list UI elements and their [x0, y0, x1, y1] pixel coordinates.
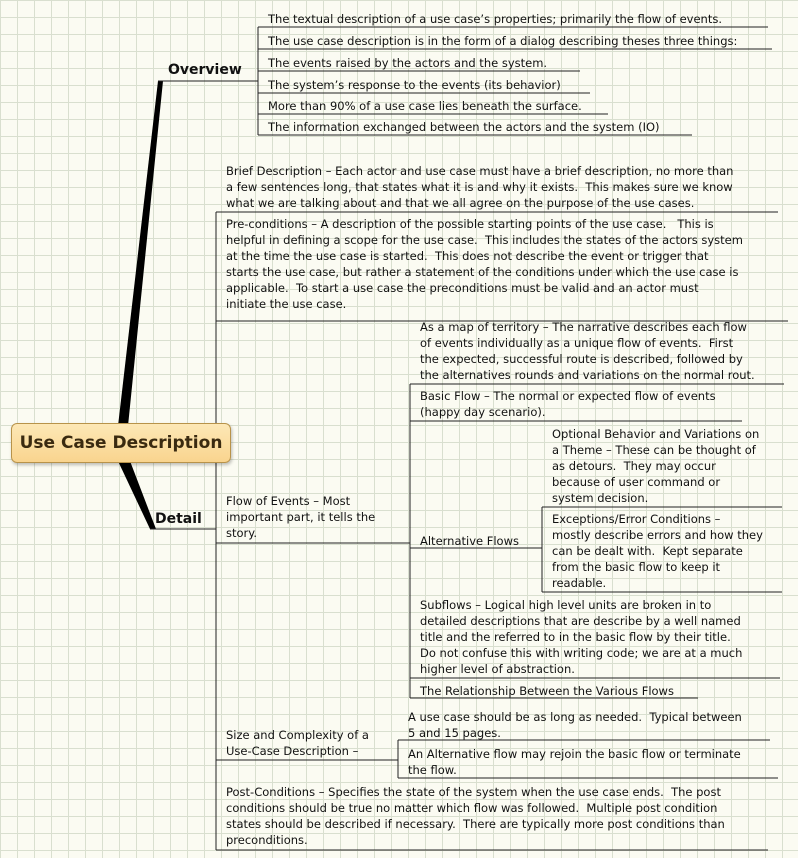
overview-item[interactable]: The use case description is in the form of a dialog describing theses three things: [268, 34, 738, 48]
size-item-rejoin[interactable] [408, 746, 741, 778]
flow-label-line: important part, it tells the [226, 510, 376, 524]
overview-item[interactable]: The system’s response to the events (its behavior) [268, 78, 561, 92]
postcondition-line: states should be described if necessary. There are typically more post conditions than [226, 817, 725, 831]
optional-line: a Theme – These can be thought of [552, 443, 756, 457]
branch-overview-connector [118, 81, 163, 426]
preconditions-node[interactable] [226, 216, 743, 312]
exception-line: mostly describe errors and how they [552, 528, 763, 542]
overview-item[interactable]: The textual description of a use case’s properties; primarily the flow of events. [268, 12, 722, 26]
basic-flow-line: Basic Flow – The normal or expected flow of events [420, 389, 716, 403]
size-label-line: Use-Case Description – [226, 744, 359, 758]
postcondition-line: conditions should be true no matter which flow was followed. Multiple post condition [226, 801, 718, 815]
postcondition-line: Post-Conditions – Specifies the state of the system when the use case ends. The post [226, 785, 721, 799]
size-label-line: Size and Complexity of a [226, 728, 369, 742]
flow-label-line: Flow of Events – Most [226, 494, 351, 508]
overview-item[interactable]: More than 90% of a use case lies beneath the surface. [268, 99, 582, 113]
brief-description-node[interactable] [226, 163, 733, 211]
size-item-length[interactable] [408, 709, 742, 741]
relationship-flows-node[interactable]: The Relationship Between the Various Flows [420, 684, 674, 698]
subflow-line: detailed descriptions that are describe by a well named [420, 614, 741, 628]
size-item-line: the flow. [408, 763, 457, 777]
exception-line: can be dealt with. Kept separate [552, 544, 743, 558]
map-of-territory-node[interactable] [420, 319, 755, 383]
brief-line: Brief Description – Each actor and use case must have a brief description, no more than [226, 164, 734, 178]
optional-line: Optional Behavior and Variations on [552, 427, 760, 441]
map-line: the expected, successful route is described, followed by [420, 352, 743, 366]
basic-flow-line: (happy day scenario). [420, 405, 546, 419]
overview-item[interactable]: The events raised by the actors and the system. [268, 56, 548, 70]
size-item-line: An Alternative flow may rejoin the basic flow or terminate [408, 747, 741, 761]
size-complexity-node[interactable] [226, 727, 369, 759]
precondition-line: starts the use case, but rather a statement of the conditions under which the use case is [226, 265, 739, 279]
brief-line: a few sentences long, that states what it is and why it exists. This makes sure we know [226, 180, 733, 194]
optional-line: system decision. [552, 491, 649, 505]
exception-line: readable. [552, 576, 607, 590]
size-item-line: 5 and 15 pages. [408, 726, 501, 740]
optional-line: as detours. They may occur [552, 459, 716, 473]
root-node[interactable] [11, 423, 231, 463]
map-line: the alternatives rounds and variations on the normal rout. [420, 368, 755, 382]
flow-of-events-node[interactable] [226, 493, 375, 541]
optional-behavior-node[interactable] [552, 426, 759, 506]
precondition-line: helpful in defining a scope for the use case. This includes the states of the actors system [226, 233, 743, 247]
root-label: Use Case Description [19, 433, 223, 453]
brief-line: what we are talking about and that we all agree on the purpose of the use cases. [226, 196, 695, 210]
precondition-line: applicable. To start a use case the preconditions must be valid and an actor must [226, 281, 699, 295]
exception-line: Exceptions/Error Conditions – [552, 512, 721, 526]
overview-item[interactable]: The information exchanged between the actors and the system (IO) [268, 120, 660, 134]
flow-label-line: story. [226, 526, 258, 540]
subflow-line: Subflows – Logical high level units are broken in to [420, 598, 712, 612]
precondition-line: Pre-conditions – A description of the possible starting points of the use case. This is [226, 217, 714, 231]
map-line: As a map of territory – The narrative describes each flow [420, 320, 747, 334]
exception-line: from the basic flow to keep it [552, 560, 721, 574]
subflow-line: higher level of abstraction. [420, 662, 575, 676]
optional-line: because of user command or [552, 475, 721, 489]
precondition-line: at the time the use case is started. This does not describe the event or trigger that [226, 249, 709, 263]
branch-detail-connector [118, 461, 156, 529]
precondition-line: initiate the use case. [226, 297, 347, 311]
overview-branch-label[interactable]: Overview [168, 62, 242, 78]
alternative-flows-node[interactable]: Alternative Flows [420, 534, 519, 548]
exceptions-node[interactable] [552, 511, 763, 591]
detail-branch-label[interactable]: Detail [155, 511, 202, 527]
postcondition-line: preconditions. [226, 833, 308, 847]
postconditions-node[interactable] [226, 784, 725, 848]
subflow-line: Do not confuse this with writing code; we are at a much [420, 646, 743, 660]
size-item-line: A use case should be as long as needed. Typical between [408, 710, 742, 724]
map-line: of events individually as a unique flow of events. First [420, 336, 734, 350]
basic-flow-node[interactable] [420, 388, 716, 420]
subflow-line: title and the referred to in the basic flow by their title. [420, 630, 731, 644]
subflows-node[interactable] [420, 597, 742, 677]
